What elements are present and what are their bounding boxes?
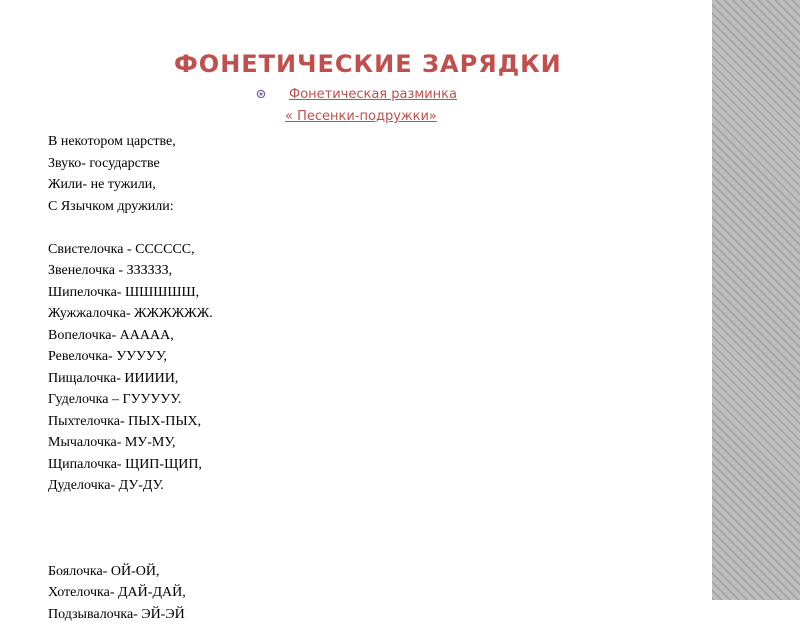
decorative-side-panel (712, 0, 800, 600)
poem-line: Звенелочка - ЗЗЗЗЗЗ, (48, 260, 213, 282)
circle-bullet-icon (256, 89, 266, 99)
stanza-gap (48, 217, 213, 239)
slide-title: ФОНЕТИЧЕСКИЕ ЗАРЯДКИ (174, 50, 562, 78)
poem-line: Щипалочка- ЩИП-ЩИП, (48, 454, 213, 476)
poem-line: Дуделочка- ДУ-ДУ. (48, 475, 213, 497)
poem-line: Мычалочка- МУ-МУ, (48, 432, 213, 454)
poem-line: Гуделочка – ГУУУУУ. (48, 389, 213, 411)
poem-line: Жили- не тужили, (48, 174, 213, 196)
poem-line: Пыхтелочка- ПЫХ-ПЫХ, (48, 411, 213, 433)
poem-line: Ревелочка- УУУУУ, (48, 346, 213, 368)
subtitle-songs: « Песенки-подружки» (285, 109, 437, 124)
poem-line: С Язычком дружили: (48, 196, 213, 218)
poem-line: Вопелочка- ААААА, (48, 325, 213, 347)
poem-line: Боялочка- ОЙ-ОЙ, (48, 561, 213, 583)
poem-line: Свистелочка - СССССС, (48, 239, 213, 261)
stanza-gap (48, 497, 213, 561)
subtitle-warmup: Фонетическая разминка (289, 87, 457, 102)
poem-line: Звуко- государстве (48, 153, 213, 175)
poem-line: Хотелочка- ДАЙ-ДАЙ, (48, 582, 213, 604)
poem-line: Шипелочка- ШШШШШ, (48, 282, 213, 304)
poem-line: Пищалочка- ИИИИИ, (48, 368, 213, 390)
poem-line: Подзывалочка- ЭЙ-ЭЙ (48, 604, 213, 625)
poem (48, 131, 213, 625)
poem-line: В некотором царстве, (48, 131, 213, 153)
circle-bullet-icon-svg (256, 89, 266, 99)
poem-line: Жужжалочка- ЖЖЖЖЖЖ. (48, 303, 213, 325)
